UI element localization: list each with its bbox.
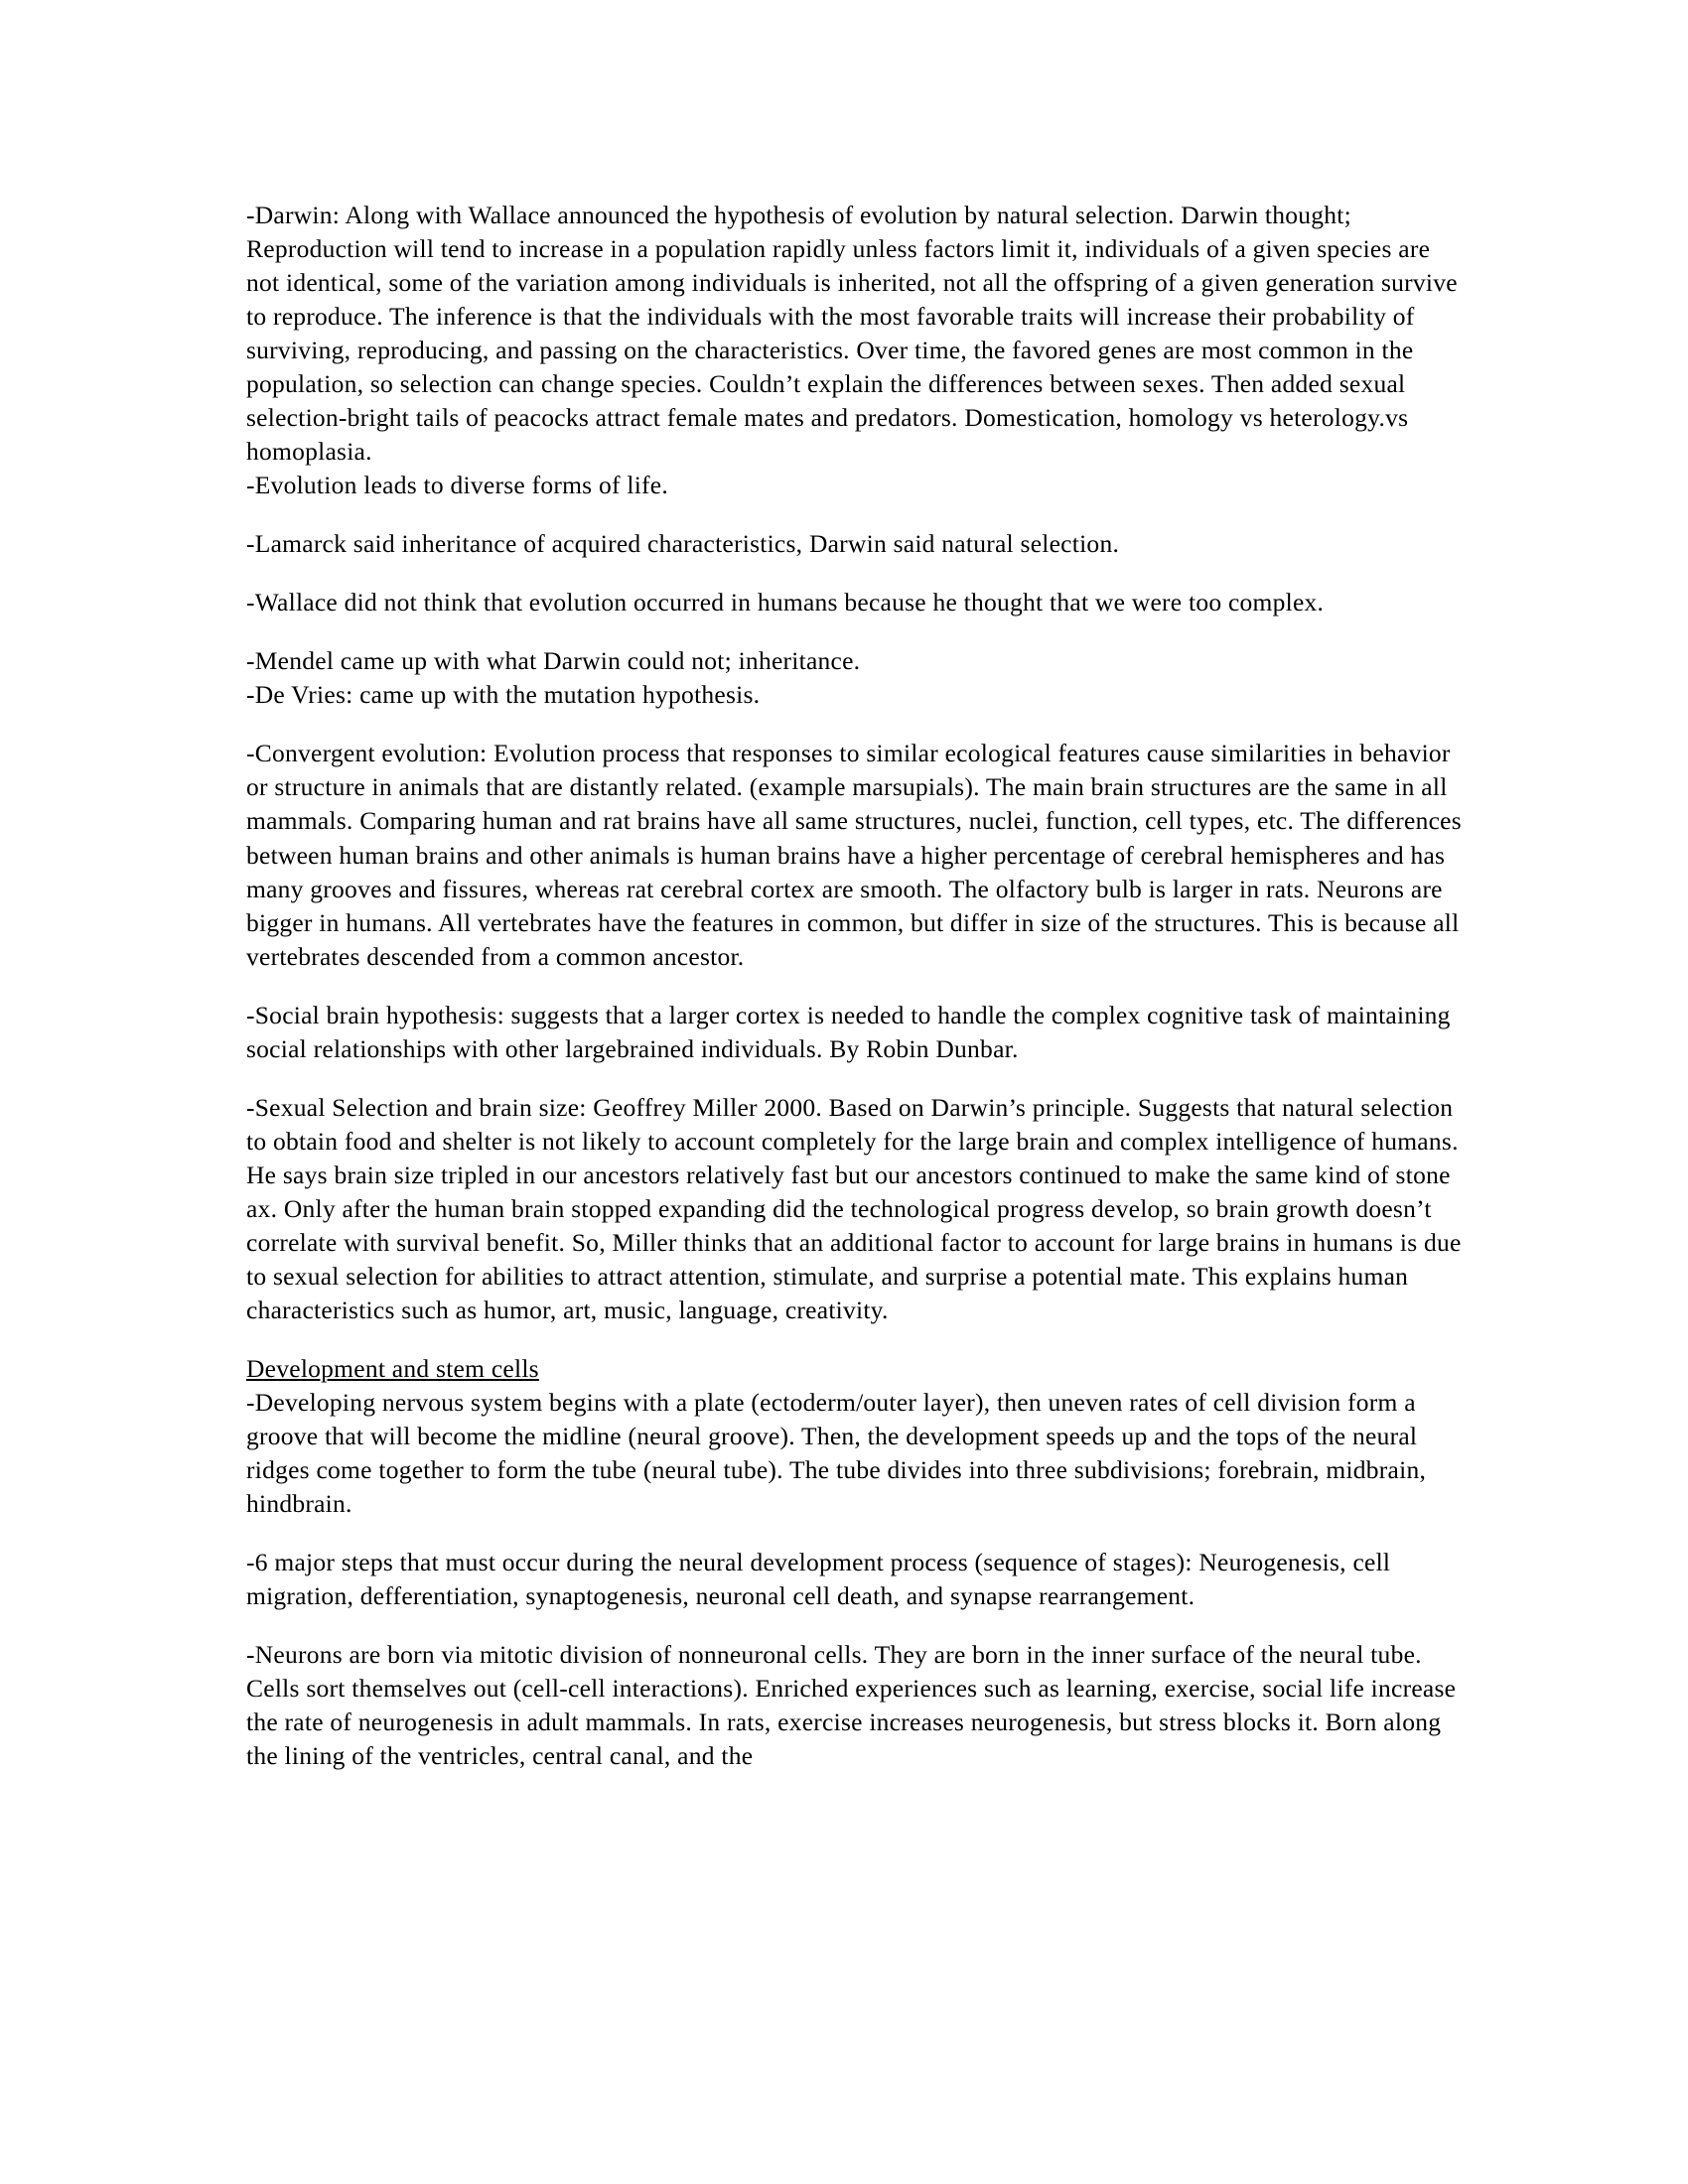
paragraph-spacer (246, 561, 1463, 586)
paragraph-spacer (246, 974, 1463, 999)
document-text-body (246, 199, 1463, 1773)
paragraph-mendel: -Mendel came up with what Darwin could not; inheritance. (246, 646, 861, 676)
paragraph-spacer (246, 502, 1463, 527)
paragraph-social-brain-hypothesis: -Social brain hypothesis: suggests that a larger cortex is needed to handle the complex cognitive task of maintaining social relationships with other largebrained individuals. By Robin Dunbar. (246, 1000, 1451, 1063)
paragraph-convergent-evolution: -Convergent evolution: Evolution process that responses to similar ecological features cause similarities in behavior or structure in animals that are distantly related. (example marsupials). The main brain structures are the same in all mammals. Comparing human and rat brains have all same structures, nuclei, function, cell types, etc. The differences between human brains and other animals is human brains have a higher percentage of cerebral hemispheres and has many grooves and fissures, whereas rat cerebral cortex are smooth. The olfactory bulb is larger in rats. Neurons are bigger in humans. All vertebrates have the features in common, but differ in size of the structures. This is because all vertebrates descended from a common ancestor. (246, 739, 1462, 971)
paragraph-spacer (246, 1521, 1463, 1546)
paragraph-de-vries: -De Vries: came up with the mutation hypothesis. (246, 680, 761, 710)
paragraph-developing-nervous-system: -Developing nervous system begins with a plate (ectoderm/outer layer), then uneven rates of cell division form a groove that will become the midline (neural groove). Then, the development speeds up and the tops of the neural ridges come together to form the tube (neural tube). The tube divides into three subdivisions; forebrain, midbrain, hindbrain. (246, 1387, 1427, 1519)
paragraph-spacer (246, 712, 1463, 737)
paragraph-spacer (246, 1066, 1463, 1091)
section-heading-development-and-stem-cells: Development and stem cells (246, 1353, 539, 1383)
paragraph-sexual-selection-brain-size: -Sexual Selection and brain size: Geoffrey Miller 2000. Based on Darwin’s principle. Suggests that natural selection to obtain food and shelter is not likely to account completely for the large brain and complex intelligence of humans. He says brain size tripled in our ancestors relatively fast but our ancestors continued to make the same kind of stone ax. Only after the human brain stopped expanding did the technological progress develop, so brain growth doesn’t correlate with survival benefit. So, Miller thinks that an additional factor to account for large brains in humans is due to sexual selection for abilities to attract attention, stimulate, and surprise a potential mate. This explains human characteristics such as humor, art, music, language, creativity. (246, 1092, 1462, 1324)
paragraph-spacer (246, 619, 1463, 644)
paragraph-wallace: -Wallace did not think that evolution occurred in humans because he thought that we were too complex. (246, 588, 1325, 617)
paragraph-neurons-born: -Neurons are born via mitotic division of nonneuronal cells. They are born in the inner surface of the neural tube. Cells sort themselves out (cell-cell interactions). Enriched experiences such as learning, exercise, social life increase the rate of neurogenesis in adult mammals. In rats, exercise increases neurogenesis, but stress blocks it. Born along the lining of the ventricles, central canal, and the (246, 1640, 1457, 1771)
paragraph-evolution-diverse-forms: -Evolution leads to diverse forms of life. (246, 471, 668, 500)
paragraph-spacer (246, 1327, 1463, 1352)
paragraph-six-major-steps: -6 major steps that must occur during the neural development process (sequence of stages): Neurogenesis, cell migration, defferentiation, synaptogenesis, neuronal cell death, and synapse rearrangement. (246, 1548, 1391, 1611)
paragraph-spacer (246, 1613, 1463, 1638)
paragraph-darwin: -Darwin: Along with Wallace announced the hypothesis of evolution by natural selection. Darwin thought; Reproduction will tend to increase in a population rapidly unless factors limit it, individuals of a given species are not identical, some of the variation among individuals is inherited, not all the offspring of a given generation survive to reproduce. The inference is that the individuals with the most favorable traits will increase their probability of surviving, reproducing, and passing on the characteristics. Over time, the favored genes are most common in the population, so selection can change species. Couldn’t explain the differences between sexes. Then added sexual selection-bright tails of peacocks attract female mates and predators. Domestication, homology vs heterology.vs homoplasia. (246, 201, 1458, 467)
paragraph-lamarck: -Lamarck said inheritance of acquired characteristics, Darwin said natural selection. (246, 529, 1120, 559)
